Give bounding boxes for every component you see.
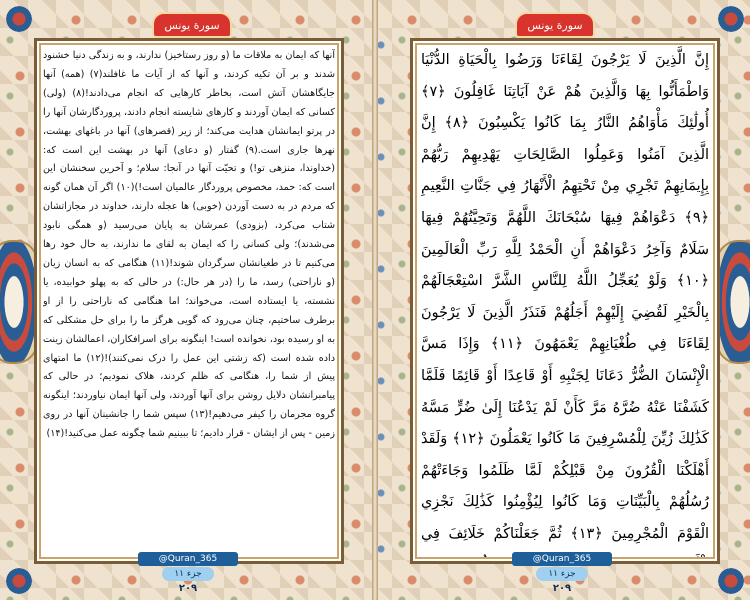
corner-ornament-icon bbox=[716, 4, 746, 34]
corner-ornament-icon bbox=[716, 566, 746, 596]
page-footer bbox=[512, 550, 612, 598]
page-number: ۲۰۹ bbox=[552, 583, 572, 594]
page-number: ۲۰۹ bbox=[178, 583, 198, 594]
channel-watermark: @Quran_365 bbox=[138, 552, 238, 566]
right-page-quran bbox=[375, 0, 750, 600]
persian-translation-text: آنها که ایمان به ملاقات ما (و روز رستاخیز) ندارند، و به زندگی دنیا خشنود شدند و بر آن تکیه کردند، و آنها که از آیات ما غافلند(۷) (همه) آنها جایگاهشان آتش است، بخاطر کارهایی که انجام می‌دادند!(۸) (ولی) کسانی که ایمان آوردند و کارهای شایسته انجام دادند، پروردگارشان آنها را در پرتو ایمانشان هدایت می‌کند؛ از زیر (قصرهای) آنها در باغهای بهشت، نهرها جاری است.(۹) گفتار (و دعای) آنها در بهشت این است که: (خداوندا، منزهی تو!) و تحیّت آنها در آنجا: سلام؛ و آخرین سخنشان این است که: حمد، مخصوص پروردگار عالمیان است!)(۱۰) اگر آن همان گونه که مردم در به دست آوردن (خوبی) ها عجله دارند، خداوند در مجازاتشان شتاب می‌کرد، (بزودی) عمرشان به پایان می‌رسید (و همگی نابود می‌شدند)؛ ولی کسانی را که ایمان به لقای ما ندارند، به حال خود رها می‌کنیم تا در طغیانشان سرگردان شوند!(۱۱) هنگامی که به انسان زیان (و ناراحتی) رسد، ما را (در هر حال:) در حالی که به پهلو خوابیده، یا نشسته، یا ایستاده است، می‌خواند؛ اما هنگامی که ناراحتی را از او برطرف ساختیم، چنان می‌رود که گویی هرگز ما را برای حل مشکلی که به او رسیده بود، نخوانده است! اینگونه برای اسرافکاران، اعمالشان زینت داده شده است (که زشتی این عمل را درک نمی‌کنند)!(۱۲) ما امتهای پیش از شما را، هنگامی که ظلم کردند، هلاک نمودیم؛ در حالی که پیامبرانشان دلایل روشن برای آنها آوردند، ولی آنها ایمان نیاوردند؛ اینگونه گروه مجرمان را کیفر می‌دهیم!(۱۳) سپس شما را جانشینان آنها در روی زمین - پس از ایشان - قرار دادیم؛ تا ببینیم شما چگونه عمل می‌کنید!(۱۴) bbox=[43, 50, 335, 440]
arabic-verses-text: إِنَّ الَّذِينَ لَا يَرْجُونَ لِقَاءَنَا وَرَضُوا بِالْحَيَاةِ الدُّنْيَا وَاطْمَأَنُّوا بِهَا وَالَّذِينَ هُمْ عَنْ آيَاتِنَا غَافِلُونَ ﴿٧﴾ أُولَٰئِكَ مَأْوَاهُمُ النَّارُ بِمَا كَانُوا يَكْسِبُونَ ﴿٨﴾ إِنَّ الَّذِينَ آمَنُوا وَعَمِلُوا الصَّالِحَاتِ يَهْدِيهِمْ رَبُّهُمْ بِإِيمَانِهِمْ تَجْرِي مِنْ تَحْتِهِمُ الْأَنْهَارُ فِي جَنَّاتِ النَّعِيمِ ﴿٩﴾ دَعْوَاهُمْ فِيهَا سُبْحَانَكَ اللَّهُمَّ وَتَحِيَّتُهُمْ فِيهَا سَلَامٌ وَآخِرُ دَعْوَاهُمْ أَنِ الْحَمْدُ لِلَّهِ رَبِّ الْعَالَمِينَ ﴿١٠﴾ وَلَوْ يُعَجِّلُ اللَّهُ لِلنَّاسِ الشَّرَّ اسْتِعْجَالَهُمْ بِالْخَيْرِ لَقُضِيَ إِلَيْهِمْ أَجَلُهُمْ فَنَذَرُ الَّذِينَ لَا يَرْجُونَ لِقَاءَنَا فِي طُغْيَانِهِمْ يَعْمَهُونَ ﴿١١﴾ وَإِذَا مَسَّ الْإِنْسَانَ الضُّرُّ دَعَانَا لِجَنْبِهِ أَوْ قَاعِدًا أَوْ قَائِمًا فَلَمَّا كَشَفْنَا عَنْهُ ضُرَّهُ مَرَّ كَأَنْ لَمْ يَدْعُنَا إِلَىٰ ضُرٍّ مَسَّهُ كَذَٰلِكَ زُيِّنَ لِلْمُسْرِفِينَ مَا كَانُوا يَعْمَلُونَ ﴿١٢﴾ وَلَقَدْ أَهْلَكْنَا الْقُرُونَ مِنْ قَبْلِكُمْ لَمَّا ظَلَمُوا وَجَاءَتْهُمْ رُسُلُهُمْ بِالْبَيِّنَاتِ وَمَا كَانُوا لِيُؤْمِنُوا كَذَٰلِكَ نَجْزِي الْقَوْمَ الْمُجْرِمِينَ ﴿١٣﴾ ثُمَّ جَعَلْنَاكُمْ خَلَائِفَ فِي bbox=[421, 52, 709, 542]
margin-medallion-icon bbox=[716, 240, 750, 364]
margin-medallion-icon bbox=[0, 240, 38, 364]
surah-header-badge: سورة یونس bbox=[152, 12, 232, 38]
corner-ornament-icon bbox=[4, 566, 34, 596]
translation-frame bbox=[34, 38, 344, 564]
juz-label: جزء ۱۱ bbox=[536, 567, 588, 581]
page-footer bbox=[138, 550, 238, 598]
surah-header-badge: سورة یونس bbox=[515, 12, 595, 38]
quran-text-frame bbox=[410, 38, 720, 564]
corner-ornament-icon bbox=[4, 4, 34, 34]
juz-label: جزء ۱۱ bbox=[162, 567, 214, 581]
channel-watermark: @Quran_365 bbox=[512, 552, 612, 566]
